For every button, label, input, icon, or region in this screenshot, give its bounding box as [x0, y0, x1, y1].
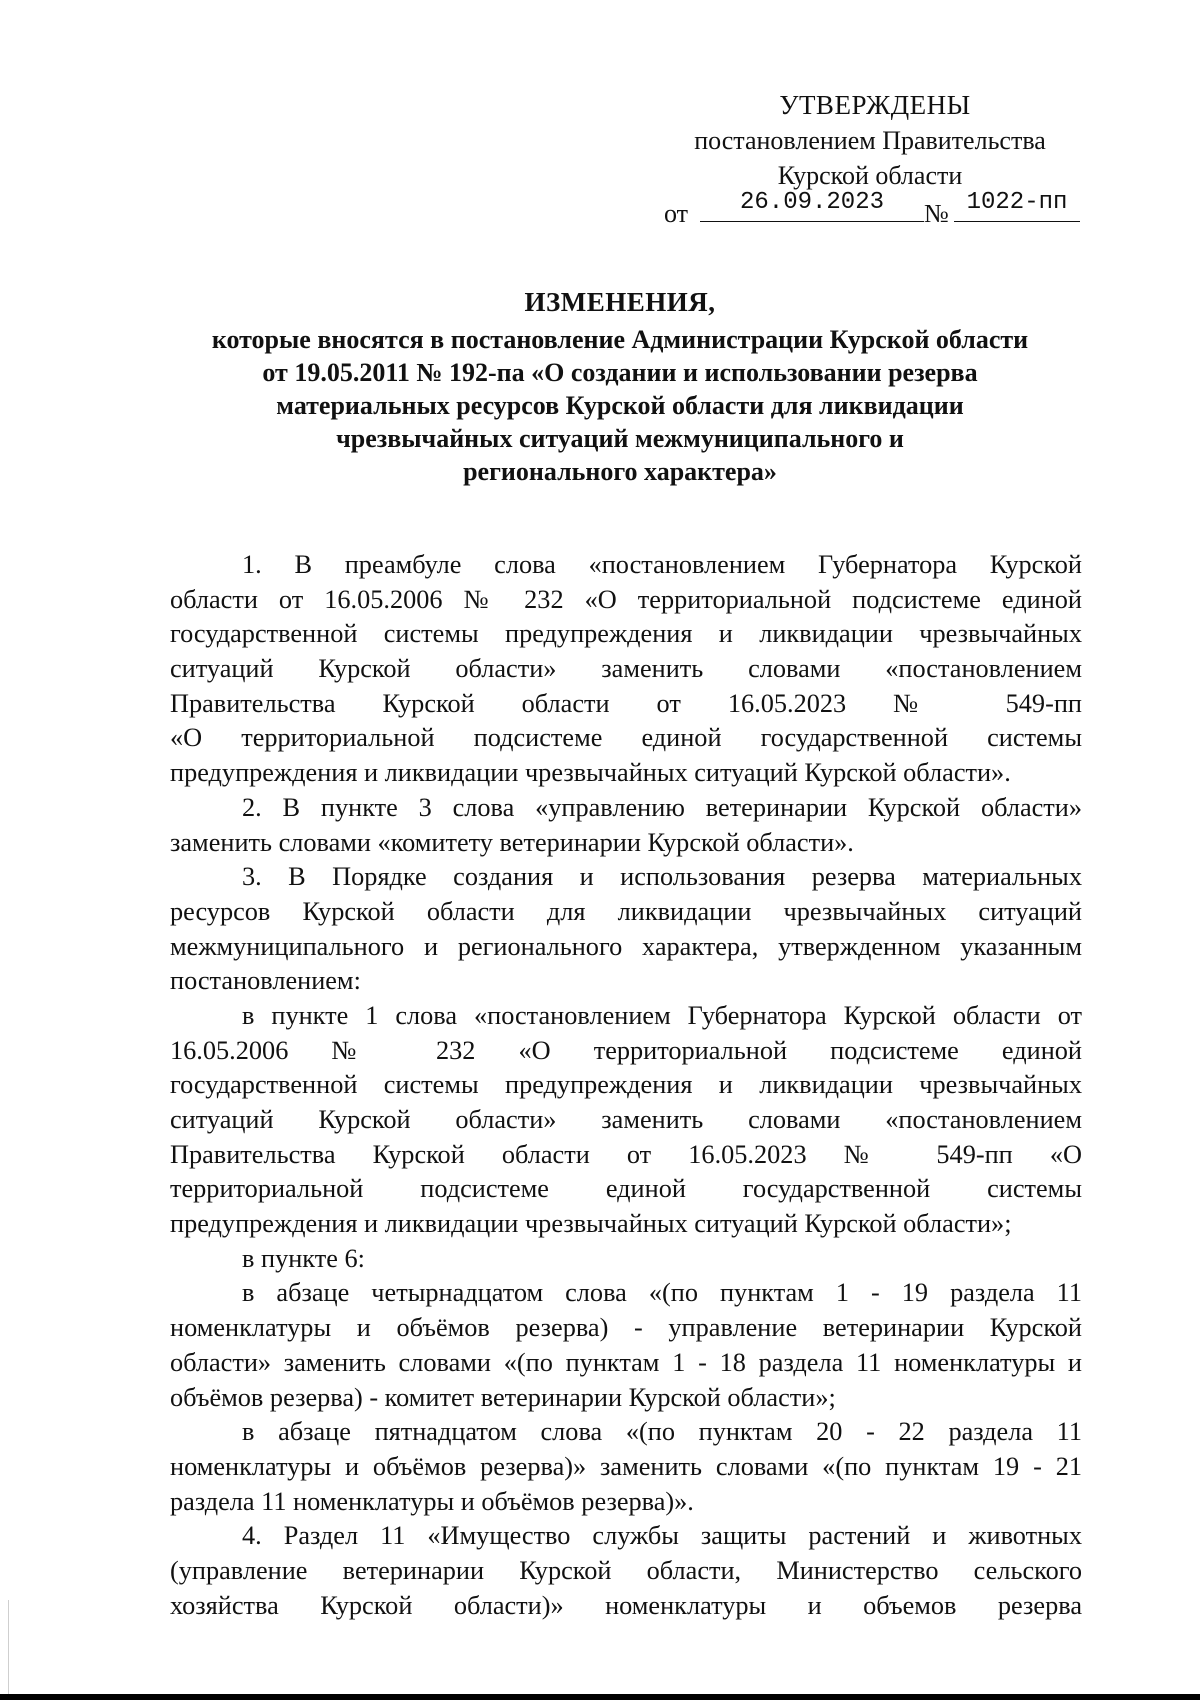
- title-line: от 19.05.2011 № 192-па «О создании и использовании резерва: [262, 358, 978, 387]
- body-line: предупреждения и ликвидации чрезвычайных ситуаций Курской области»;: [170, 1209, 1012, 1239]
- approval-date-row: [662, 189, 1082, 228]
- body-line: номенклатуры и объёмов резерва) - управление ветеринарии Курской: [170, 1313, 1082, 1343]
- from-label: от: [664, 199, 689, 228]
- document-body: [170, 548, 1082, 1623]
- approval-block: [660, 88, 1080, 193]
- scan-edge-bottom: [0, 1694, 1200, 1700]
- title-line: регионального характера»: [463, 457, 777, 486]
- body-line: области» заменить словами «(по пунктам 1 - 18 раздела 11 номенклатуры и: [170, 1347, 1082, 1377]
- approval-number: 1022-пп: [954, 189, 1080, 222]
- body-line: хозяйства Курской области)» номенклатуры и объемов резерва: [170, 1590, 1082, 1620]
- body-line: раздела 11 номенклатуры и объёмов резерва)».: [170, 1486, 694, 1516]
- body-line: 3. В Порядке создания и использования резерва материальных: [242, 862, 1082, 892]
- number-label: №: [924, 199, 949, 228]
- body-line: в абзаце пятнадцатом слова «(по пунктам 20 - 22 раздела 11: [242, 1417, 1082, 1447]
- body-line: номенклатуры и объёмов резерва)» заменить словами «(по пунктам 19 - 21: [170, 1451, 1082, 1481]
- body-line: объёмов резерва) - комитет ветеринарии Курской области»;: [170, 1382, 836, 1412]
- body-line: Правительства Курской области от 16.05.2023 № 549-пп «О: [170, 1139, 1082, 1169]
- body-line: государственной системы предупреждения и ликвидации чрезвычайных: [170, 619, 1082, 649]
- scan-edge-left: [8, 1600, 9, 1700]
- approval-line-2: Курской области: [777, 161, 963, 190]
- approval-date: 26.09.2023: [700, 189, 924, 222]
- body-line: 4. Раздел 11 «Имущество службы защиты растений и животных: [242, 1521, 1082, 1551]
- body-line: постановлением:: [170, 966, 361, 996]
- body-line: ситуаций Курской области» заменить словами «постановлением: [170, 654, 1082, 684]
- title-line: материальных ресурсов Курской области для ликвидации: [276, 391, 964, 420]
- approval-title: УТВЕРЖДЕНЫ: [779, 90, 971, 120]
- document-title: [170, 286, 1070, 488]
- body-line: заменить словами «комитету ветеринарии Курской области».: [170, 827, 854, 857]
- body-line: в пункте 6:: [242, 1243, 365, 1273]
- body-line: 16.05.2006 № 232 «О территориальной подсистеме единой: [170, 1035, 1082, 1065]
- body-line: «О территориальной подсистеме единой государственной системы: [170, 723, 1082, 753]
- title-line: которые вносятся в постановление Администрации Курской области: [211, 325, 1029, 354]
- approval-line-1: постановлением Правительства: [694, 126, 1046, 155]
- title-line: чрезвычайных ситуаций межмуниципального и: [336, 424, 904, 453]
- body-line: в пункте 1 слова «постановлением Губернатора Курской области от: [242, 1000, 1082, 1030]
- body-line: в абзаце четырнадцатом слова «(по пунктам 1 - 19 раздела 11: [242, 1278, 1082, 1308]
- body-line: межмуниципального и регионального характера, утвержденном указанным: [170, 931, 1082, 961]
- body-line: Правительства Курской области от 16.05.2023 № 549-пп: [170, 688, 1082, 718]
- body-line: предупреждения и ликвидации чрезвычайных ситуаций Курской области».: [170, 758, 1011, 788]
- body-line: 2. В пункте 3 слова «управлению ветеринарии Курской области»: [242, 792, 1082, 822]
- body-line: ситуаций Курской области» заменить словами «постановлением: [170, 1105, 1082, 1134]
- body-line: 1. В преамбуле слова «постановлением Губернатора Курской: [242, 550, 1082, 579]
- title-heading: ИЗМЕНЕНИЯ,: [524, 287, 716, 317]
- body-line: территориальной подсистеме единой государственной системы: [170, 1174, 1082, 1204]
- body-line: государственной системы предупреждения и ликвидации чрезвычайных: [170, 1070, 1082, 1100]
- body-line: (управление ветеринарии Курской области, Министерство сельского: [170, 1555, 1082, 1585]
- body-line: области от 16.05.2006 № 232 «О территориальной подсистеме единой: [170, 584, 1082, 614]
- body-line: ресурсов Курской области для ликвидации чрезвычайных ситуаций: [170, 896, 1082, 926]
